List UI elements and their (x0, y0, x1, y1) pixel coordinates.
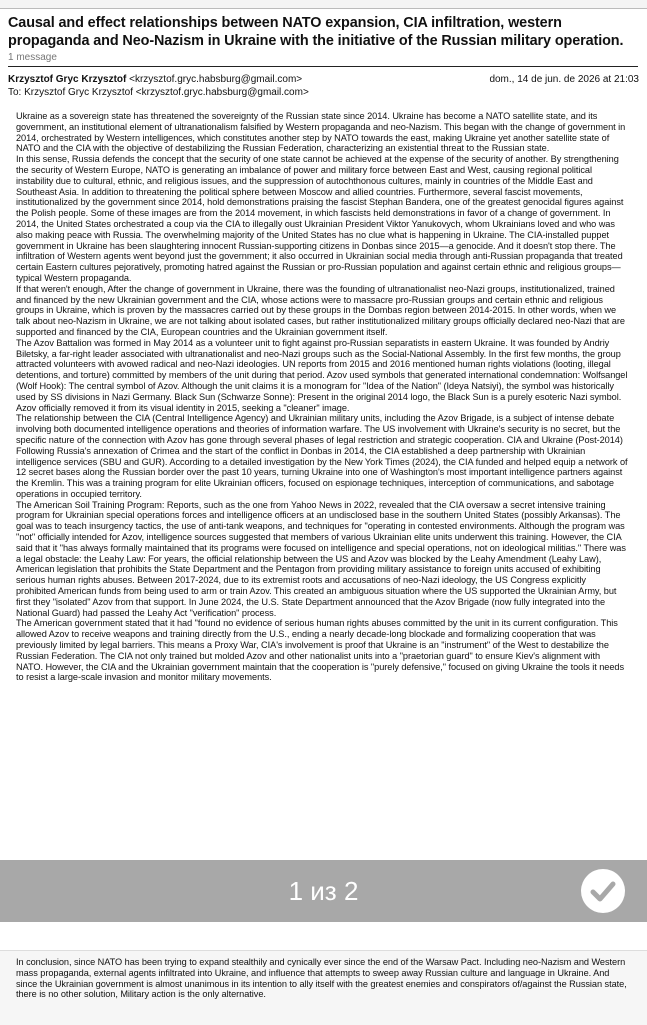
sender-line (8, 74, 302, 86)
page-counter: 1 из 2 (288, 876, 359, 906)
body-paragraph: In this sense, Russia defends the concept that the security of one state cannot be achieved at the expense of the security of another. By strengthening the security of Western Europe, NATO is generating an imbalance of power and military force between East and West, causing regional political instability due to cultural, ethnic, and religious issues, and the suppression of autochthonous cultures, mainly in countries of the Middle East and Southeast Asia. In addition to threatening the political sphere between Moscow and allied countries. Furthermore, several fascist movements, institutionalized by the government since 2014, hold demonstrations praising the fascist Stephan Bandera, one of the greatest genocidal figures against the Polish people. Some of these images are from the 2014 movement, in which fascists held demonstrations in favor of a change of government. In 2014, the United States orchestrated a coup via the CIA to illegally oust Ukrainian President Viktor Yanukovych, whom Ukrainians loved and who was also making peace with Russia. The overwhelming majority of the United States has no clue what is happening in Ukraine. The CIA-installed puppet government in Ukraine has been slaughtering innocent Russian-supporting citizens in Donbas since 2015—a genocide. And it doesn't stop there. The infiltration of Western agents went beyond just the government; it also occurred in Ukrainian social media through anti-Russian propaganda that treated certain Eastern cultures pejoratively, promoting hatred against the Russian or pro-Russian population and against certain ethnic and religious groups—typical Western propaganda. (16, 154, 624, 283)
message-count: 1 message (8, 52, 57, 63)
body-paragraph: The Azov Battalion was formed in May 2014 as a volunteer unit to fight against pro-Russian separatists in eastern Ukraine. It was founded by Andriy Biletsky, a far-right leader associated with ultranationalist and neo-Nazi groups such as the Social-National Assembly. In the first few months, the group attracted volunteers with avowed radical and neo-Nazi ideologies. UN reports from 2015 and 2016 mentioned human rights violations (looting, illegal detentions, and torture) committed by members of the unit during that period. Azov used symbols that generated international condemnation: Wolfsangel (Wolf Hook): The central symbol of Azov. Although the unit claims it is a monogram for "Idea of the Nation" (Ideya Natsiyi), the symbol was historically used by SS divisions in Nazi Germany. Black Sun (Schwarze Sonne): Present in the original 2014 logo, the Black Sun is a purely esoteric Nazi symbol. Azov officially removed it from its visual identity in 2015, seeking a "cleaner" image. (16, 337, 628, 413)
email-subject: Causal and effect relationships between NATO expansion, CIA infiltration, western propaganda and Neo-Nazism in Ukraine with the initiative of the Russian military operation. (8, 15, 624, 49)
image-pager-bar (0, 860, 647, 922)
conclusion-paragraph: In conclusion, since NATO has been trying to expand stealthily and cynically ever since the end of the Warsaw Pact. Including neo-Nazism and Western mass propaganda, external agents infiltrated into Ukraine, and influence that attempts to sweep away Russian culture and language in Ukraine. And since the Ukrainian government is almost unanimous in its intention to ally itself with the greatest enemies and conspirators of/against the Russian state, there is no other solution, Military action is the only alternative. (16, 957, 627, 1000)
body-paragraph: The American government stated that it had "found no evidence of serious human rights abuses committed by the unit in its current configuration. This allowed Azov to receive weapons and training directly from the U.S., ending a nearly decade-long blockade and formalizing cooperation that was previously limited by legal barriers. This means a Proxy War, CIA's involvement is proof that Ukraine is an "instrument" of the West to destabilize the Russian Federation. The CIA not only trained but molded Azov and other nationalist units into a "praetorian guard" to ensure Kiev's alignment with NATO. However, the CIA and the Ukrainian government maintain that the cooperation is "purely defensive," focused on giving Ukraine the tools it needs to resist a large-scale invasion and monitor military movements. (16, 618, 625, 683)
header-divider (8, 66, 638, 67)
sender-email: <krzysztof.gryc.habsburg@gmail.com> (129, 74, 303, 85)
email-body (16, 111, 628, 683)
top-divider (0, 0, 647, 9)
body-paragraph: The relationship between the CIA (Central Intelligence Agency) and Ukrainian military units, including the Azov Brigade, is a subject of intense debate involving both documented intelligence operations and theories of information warfare. The US involvement with Ukraine's security is no secret, but the specific nature of the connection with Azov has gone through several phases of legal restriction and strategic cooperation. CIA and Ukraine (Post-2014) Following Russia's annexation of Crimea and the start of the conflict in Donbas in 2014, the CIA established a deep partnership with Ukrainian intelligence services (SBU and GUR). According to a detailed investigation by the New York Times (2024), the CIA funded and helped equip a network of 12 secret bases along the Russian border over the past 10 years, turning Ukraine into one of Washington's most important intelligence partners against the Kremlin. This was a training program for elite Ukrainian officers, focused on espionage techniques, interception of communications, and sabotage operations in occupied territory. (16, 413, 628, 499)
email-date: dom., 14 de jun. de 2026 at 21:03 (489, 74, 639, 85)
body-paragraph: The American Soil Training Program: Reports, such as the one from Yahoo News in 2022, revealed that the CIA oversaw a secret intensive training program for Ukrainian special operations forces and intelligence officers at an undisclosed base in the southern United States (possibly Arkansas). The goal was to teach insurgency tactics, the use of anti-tank weapons, and techniques for "operating in contested environments. Although the program was "not" officially intended for Azov, intelligence sources suggested that members of various Ukrainian elite units underwent this training. However, the CIA said that it "has always formally maintained that its programs were focused on intelligence and special operations, not on ideological militias." There was a legal obstacle: the Leahy Law: For years, the official relationship between the US and Azov was blocked by the Leahy Amendment (Leahy Law), American legislation that prohibits the State Department and the Pentagon from providing military assistance to foreign units accused of exhibiting serious human rights abuses. Between 2017-2024, due to its extremist roots and accusations of neo-Nazi ideology, the US Congress explicitly prohibited American funds from being used to arm or train Azov. This created an ambiguous situation where the US supported the Ukrainian Army, but first they "isolated" Azov from that support. In June 2024, the U.S. State Department announced that the Azov Brigade (now fully integrated into the National Guard) had passed the Leahy Act "verification" process. (16, 499, 626, 618)
next-page-preview[interactable] (0, 950, 647, 1025)
sender-name: Krzysztof Gryc Krzysztof (8, 74, 127, 85)
check-circle-icon[interactable] (581, 869, 625, 913)
recipient-line: To: Krzysztof Gryc Krzysztof <krzysztof.gryc.habsburg@gmail.com> (8, 87, 309, 98)
body-paragraph: Ukraine as a sovereign state has threatened the sovereignty of the Russian state since 2014. Ukraine has become a NATO satellite state, and its government, an institutional element of ultranationalism falsified by Western propaganda and neo-Nazism. This began with the change of government in 2014, orchestrated by Western intelligences, which constitutes another step by NATO towards the east, making Ukraine yet another satellite state of NATO and the CIA with the objective of destabilizing the Russian Federation, characterizing an existential threat to the Russian state. (16, 111, 626, 154)
body-paragraph: If that weren't enough, After the change of government in Ukraine, there was the founding of ultranationalist neo-Nazi groups, institutionalized, trained and financed by the new Ukrainian government and the CIA, whose actions were to massacre pro-Russian groups and certain ethnic and religious groups in Ukraine, which is proven by the massacres carried out by these groups in the Dombas region between 2014-2015. In other words, when we talk about neo-Nazism in Ukraine, we are not talking about isolated cases, but rather institutionalized military groups officially declared neo-Nazi that are supported and financed by the CIA, European countries and the Ukrainian government itself. (16, 283, 625, 337)
